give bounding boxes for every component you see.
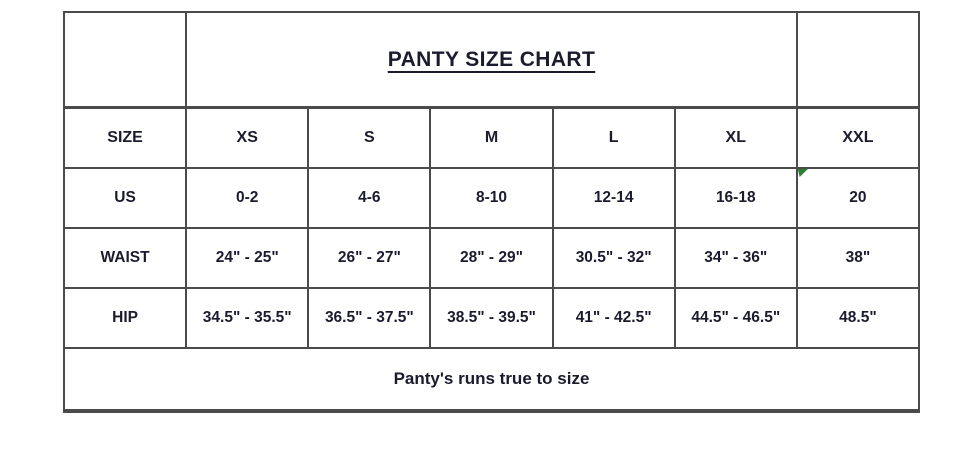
- header-cell-xs: XS: [186, 108, 308, 169]
- cell-waist-s: 26" - 27": [308, 228, 430, 288]
- cell-us-l: 12-14: [553, 168, 675, 228]
- hip-row: [64, 288, 919, 348]
- title-cell: [186, 12, 797, 108]
- footer-row: [64, 348, 919, 411]
- cell-us-xl: 16-18: [675, 168, 797, 228]
- cell-waist-l: 30.5" - 32": [553, 228, 675, 288]
- footer-note: Panty's runs true to size: [64, 348, 919, 411]
- cell-us-xs: 0-2: [186, 168, 308, 228]
- header-cell-s: S: [308, 108, 430, 169]
- waist-row: [64, 228, 919, 288]
- title-row: [64, 12, 919, 108]
- header-cell-m: M: [430, 108, 552, 169]
- cell-us-xxl: [797, 168, 919, 228]
- cell-us-s: 4-6: [308, 168, 430, 228]
- cell-hip-s: 36.5" - 37.5": [308, 288, 430, 348]
- cell-us-xxl-value: 20: [849, 189, 867, 206]
- row-label-hip: HIP: [64, 288, 186, 348]
- corner-cell-right: [797, 12, 919, 108]
- header-cell-xxl: XXL: [797, 108, 919, 169]
- header-cell-xl: XL: [675, 108, 797, 169]
- size-header-row: [64, 108, 919, 169]
- cell-hip-m: 38.5" - 39.5": [430, 288, 552, 348]
- corner-cell-left: [64, 12, 186, 108]
- cell-hip-xs: 34.5" - 35.5": [186, 288, 308, 348]
- cell-waist-xxl: 38": [797, 228, 919, 288]
- row-label-waist: WAIST: [64, 228, 186, 288]
- cell-hip-xl: 44.5" - 46.5": [675, 288, 797, 348]
- row-label-us: US: [64, 168, 186, 228]
- header-cell-l: L: [553, 108, 675, 169]
- cell-hip-xxl: 48.5": [797, 288, 919, 348]
- cell-waist-xl: 34" - 36": [675, 228, 797, 288]
- size-chart-table: [63, 11, 920, 413]
- cell-note-marker-icon: [798, 169, 808, 177]
- cell-hip-l: 41" - 42.5": [553, 288, 675, 348]
- cell-waist-xs: 24" - 25": [186, 228, 308, 288]
- chart-title: PANTY SIZE CHART: [387, 47, 596, 71]
- cell-waist-m: 28" - 29": [430, 228, 552, 288]
- us-row: [64, 168, 919, 228]
- header-cell-size: SIZE: [64, 108, 186, 169]
- cell-us-m: 8-10: [430, 168, 552, 228]
